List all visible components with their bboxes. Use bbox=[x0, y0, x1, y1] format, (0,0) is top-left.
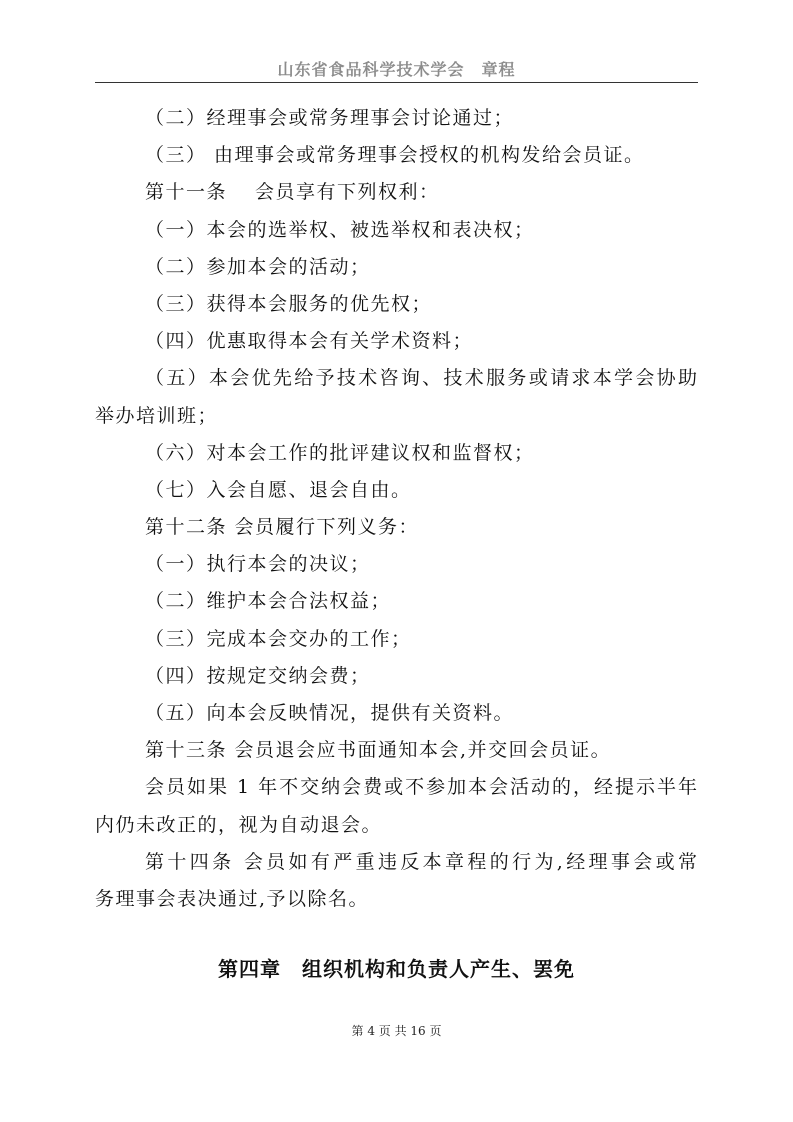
text-line: （二）维护本会合法权益； bbox=[145, 590, 392, 613]
text-line: 务理事会表决通过,予以除名。 bbox=[95, 887, 370, 910]
text-line: 举办培训班； bbox=[95, 404, 219, 427]
article-heading: 第十一条 会员享有下列权利： bbox=[145, 181, 440, 204]
article-heading: 第十三条 会员退会应书面通知本会,并交回会员证。 bbox=[145, 739, 612, 762]
text-line: 会员如果 1 年不交纳会费或不参加本会活动的，经提示半年 bbox=[145, 776, 698, 799]
article-heading: 第十二条 会员履行下列义务： bbox=[145, 516, 420, 539]
text-line: （七）入会自愿、退会自由。 bbox=[145, 478, 412, 501]
text-line: （五）向本会反映情况，提供有关资料。 bbox=[145, 702, 515, 724]
text-line: （五）本会优先给予技术咨询、技术服务或请求本学会协助 bbox=[145, 367, 698, 390]
text-line: （三）完成本会交办的工作； bbox=[145, 627, 412, 650]
text-line: （六）对本会工作的批评建议权和监督权； bbox=[145, 441, 535, 464]
text-line: （一）执行本会的决议； bbox=[145, 553, 371, 576]
text-line: （四）优惠取得本会有关学术资料； bbox=[145, 330, 474, 353]
chapter-title: 第四章 组织机构和负责人产生、罢免 bbox=[218, 957, 575, 981]
text-line: （四）按规定交纳会费； bbox=[145, 664, 371, 687]
page-header-title: 山东省食品科学技术学会 章程 bbox=[277, 60, 516, 79]
text-line: （二）参加本会的活动； bbox=[145, 255, 371, 278]
document-body bbox=[95, 100, 698, 918]
text-line: （一）本会的选举权、被选举权和表决权； bbox=[145, 218, 535, 241]
text-line: 内仍未改正的，视为自动退会。 bbox=[95, 813, 383, 836]
text-line: （三）获得本会服务的优先权； bbox=[145, 292, 433, 315]
text-line: （二）经理事会或常务理事会讨论通过； bbox=[145, 107, 515, 129]
header-divider bbox=[95, 82, 698, 83]
page-number: 第 4 页 共 16 页 bbox=[351, 1024, 442, 1038]
article-heading: 第十四条 会员如有严重违反本章程的行为,经理事会或常 bbox=[145, 850, 698, 873]
text-line: （三） 由理事会或常务理事会授权的机构发给会员证。 bbox=[145, 144, 645, 167]
